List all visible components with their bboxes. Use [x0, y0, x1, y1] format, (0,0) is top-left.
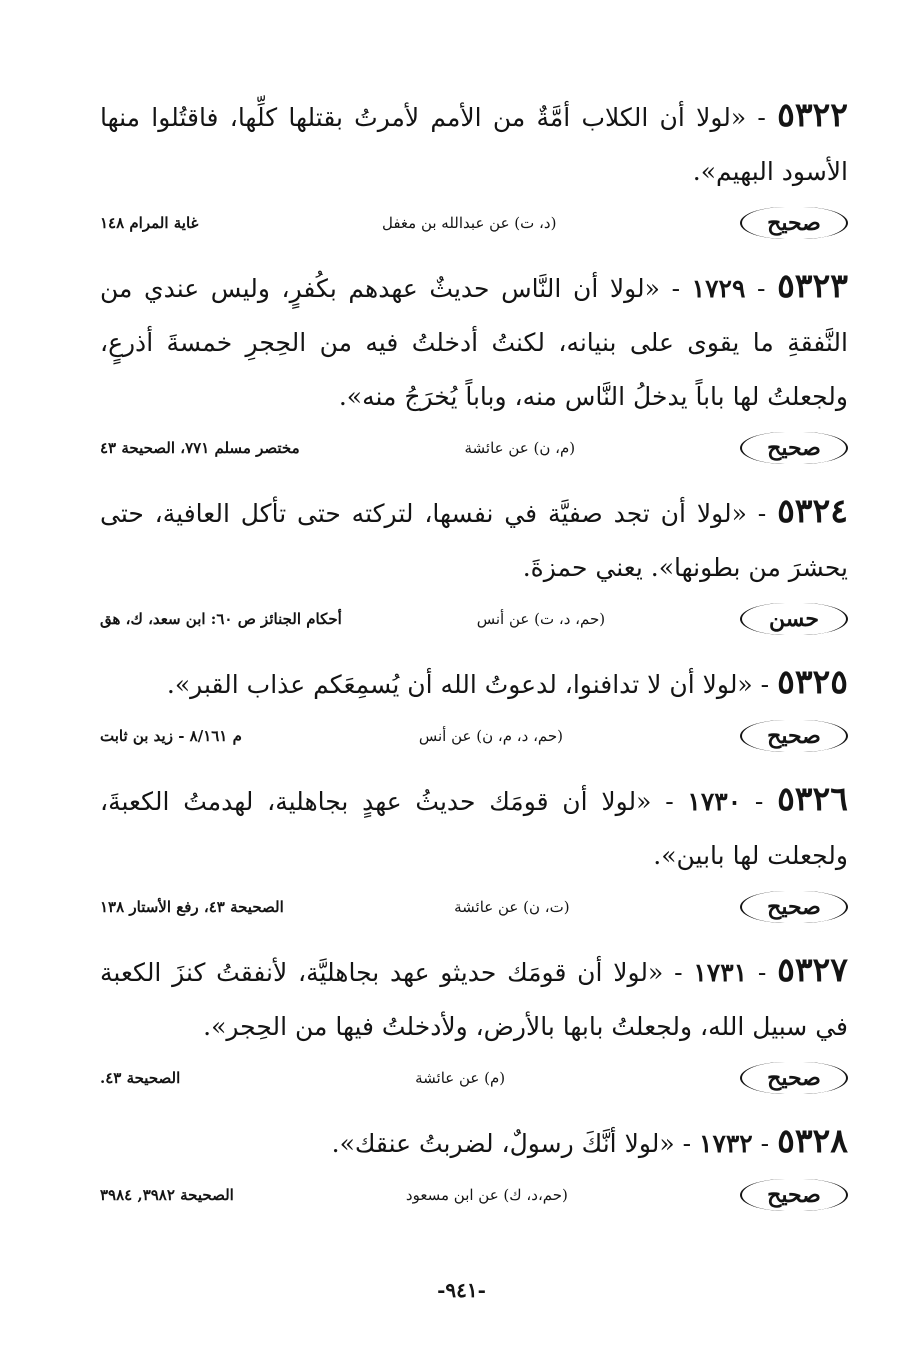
hadith-text: «لولا أن لا تدافنوا، لدعوتُ الله أن يُسمِعَكم عذاب القبر». [166, 670, 753, 699]
source-line [100, 597, 848, 641]
hadith-number: ٥٣٢٦ [777, 779, 848, 818]
narrators: (م، ن) عن عائشة [464, 439, 576, 457]
hadith-alt-number: ١٧٢٩ [691, 274, 746, 303]
hadith-text: «لولا أن قومَك حديثو عهد بجاهليَّة، لأنفقتُ كنزَ الكعبة في سبيل الله، ولجعلتُ بابها بالأرض، ولأدخلتُ فيها من الحِجر». [100, 958, 848, 1041]
grade-badge: صحيح [740, 432, 848, 464]
narrators: (حم، د، ت) عن أنس [476, 610, 606, 628]
source-line [100, 714, 848, 758]
hadith-entry: ٥٣٢٤ - «لولا أن تجد صفيَّة في نفسها، لتركته حتى تأكل العافية، حتى يحشرَ من بطونها». يعني حمزةَ. حسن (حم، د، ت) عن أنس أحكام الجنائز ص ٦٠: ابن سعد، ك، هق [100, 484, 848, 641]
hadith-entry: ٥٣٢٥ - «لولا أن لا تدافنوا، لدعوتُ الله أن يُسمِعَكم عذاب القبر». صحيح (حم، د، م، ن) عن أنس م ٨/١٦١ - زيد بن ثابت [100, 655, 848, 758]
hadith-number: ٥٣٢٢ [777, 95, 849, 134]
hadith-entry: ٥٣٢٨ - ١٧٣٢ - «لولا أنَّكَ رسولٌ، لضربتُ عنقك». صحيح (حم،د، ك) عن ابن مسعود الصحيحة ٣٩٨٢, ٣٩٨٤ [100, 1114, 848, 1217]
hadith-entry: ٥٣٢٦ - ١٧٣٠ - «لولا أن قومَك حديثُ عهدٍ بجاهلية، لهدمتُ الكعبةَ، ولجعلت لها بابين». صحيح (ت، ن) عن عائشة الصحيحة ٤٣، رفع الأستار ١٣٨ [100, 772, 848, 929]
hadith-number: ٥٣٢٧ [777, 950, 848, 989]
reference: غاية المرام ١٤٨ [100, 214, 199, 232]
grade-badge: صحيح [740, 891, 848, 923]
hadith-text: «لولا أن قومَك حديثُ عهدٍ بجاهلية، لهدمتُ الكعبةَ، ولجعلت لها بابين». [100, 787, 848, 870]
hadith-entry: ٥٣٢٣ - ١٧٢٩ - «لولا أن النَّاس حديثٌ عهدهم بكُفرٍ، وليس عندي من النَّفقةِ ما يقوى على بنيانه، لكنتُ أدخلتُ فيه من الحِجرِ خمسةَ أذرعٍ، ولجعلتُ لها باباً يدخلُ النَّاس منه، وباباً يُخرَجُ منه». صحيح (م، ن) عن عائشة مختصر مسلم ٧٧١، الصحيحة ٤٣ [100, 259, 848, 470]
page-number: -٩٤١- [437, 1278, 486, 1302]
grade-badge: صحيح [740, 720, 848, 752]
hadith-entry: ٥٣٢٢ - «لولا أن الكلاب أمَّةٌ من الأمم لأمرتُ بقتلها كلِّها، فاقتُلوا منها الأسود البهيم». صحيح (د، ت) عن عبدالله بن مغفل غاية المرام ١٤٨ [100, 88, 848, 245]
grade-badge: صحيح [740, 1062, 848, 1094]
grade-badge: صحيح [740, 207, 848, 239]
source-line [100, 885, 848, 929]
narrators: (حم، د، م، ن) عن أنس [418, 727, 564, 745]
hadith-text: «لولا أن الكلاب أمَّةٌ من الأمم لأمرتُ بقتلها كلِّها، فاقتُلوا منها الأسود البهيم». [100, 103, 848, 186]
source-line [100, 201, 848, 245]
hadith-alt-number: ١٧٣٢ [699, 1129, 753, 1158]
hadith-number: ٥٣٢٥ [777, 662, 848, 701]
hadith-list [100, 88, 848, 1231]
narrators: (ت، ن) عن عائشة [454, 898, 570, 916]
reference: مختصر مسلم ٧٧١، الصحيحة ٤٣ [100, 439, 300, 457]
grade-badge: حسن [740, 603, 848, 635]
reference: الصحيحة ٤٣، رفع الأستار ١٣٨ [100, 898, 284, 916]
reference: الصحيحة ٤٣. [100, 1069, 181, 1087]
hadith-number: ٥٣٢٣ [777, 266, 848, 305]
narrators: (د، ت) عن عبدالله بن مغفل [381, 214, 557, 232]
narrators: (م) عن عائشة [415, 1069, 506, 1087]
source-line [100, 1056, 848, 1100]
grade-badge: صحيح [740, 1179, 848, 1211]
hadith-number: ٥٣٢٤ [777, 491, 848, 530]
hadith-entry: ٥٣٢٧ - ١٧٣١ - «لولا أن قومَك حديثو عهد بجاهليَّة، لأنفقتُ كنزَ الكعبة في سبيل الله، ولجعلتُ بابها بالأرض، ولأدخلتُ فيها من الحِجر». صحيح (م) عن عائشة الصحيحة ٤٣. [100, 943, 848, 1100]
hadith-alt-number: ١٧٣١ [693, 958, 748, 987]
hadith-text: «لولا أن النَّاس حديثٌ عهدهم بكُفرٍ، وليس عندي من النَّفقةِ ما يقوى على بنيانه، لكنتُ أدخلتُ فيه من الحِجرِ خمسةَ أذرعٍ، ولجعلتُ لها باباً يدخلُ النَّاس منه، وباباً يُخرَجُ منه». [100, 274, 848, 411]
hadith-text: «لولا أن تجد صفيَّة في نفسها، لتركته حتى تأكل العافية، حتى يحشرَ من بطونها». يعني حمزةَ. [100, 499, 848, 582]
source-line [100, 426, 848, 470]
hadith-text: «لولا أنَّكَ رسولٌ، لضربتُ عنقك». [331, 1129, 675, 1158]
reference: م ٨/١٦١ - زيد بن ثابت [100, 727, 242, 745]
hadith-number: ٥٣٢٨ [777, 1121, 848, 1160]
source-line [100, 1173, 848, 1217]
reference: أحكام الجنائز ص ٦٠: ابن سعد، ك، هق [100, 610, 342, 628]
narrators: (حم،د، ك) عن ابن مسعود [405, 1186, 568, 1204]
hadith-alt-number: ١٧٣٠ [687, 787, 742, 816]
reference: الصحيحة ٣٩٨٢, ٣٩٨٤ [100, 1186, 234, 1204]
